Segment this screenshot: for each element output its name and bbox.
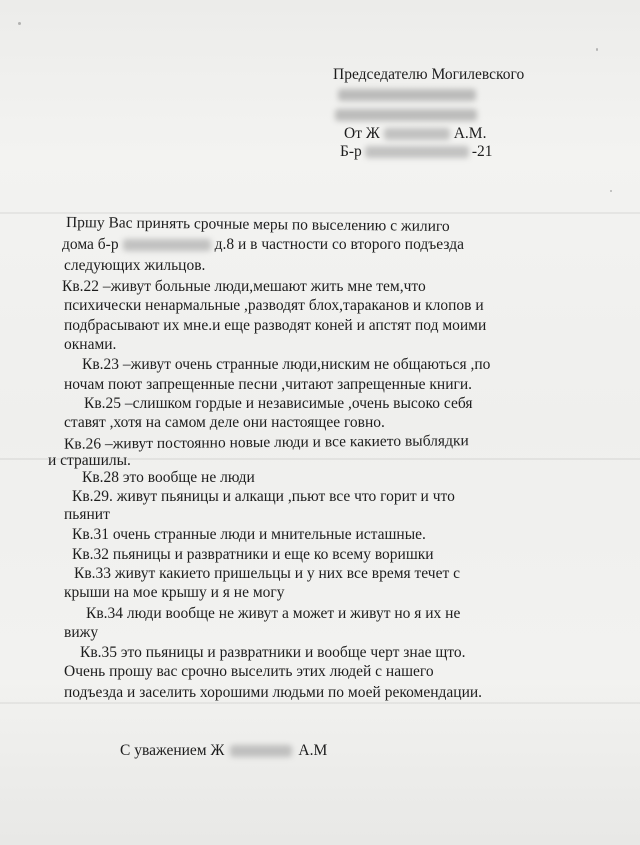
body-line: Очень прошу вас срочно выселить этих людей с нашего (64, 663, 434, 680)
redacted-recipient-2 (335, 106, 477, 124)
paper-speck (596, 48, 598, 51)
body-line: Кв.29. живут пьяницы и алкащи ,пьют все что горит и что (72, 488, 455, 505)
body-line: и страшилы. (48, 452, 131, 469)
body-line: ставят ,хотя на самом деле они настоящее говно. (64, 414, 385, 431)
body-line: Кв.33 живут какието пришельцы и у них все время течет с (74, 565, 461, 582)
body-line: вижу (64, 624, 99, 641)
redacted-surname (384, 128, 450, 140)
body-line: Кв.22 –живут больные люди,мешают жить мне тем,что (62, 278, 426, 295)
recipient-line: Председателю Могилевского (333, 66, 525, 83)
body-line: Пршу Вас принять срочные меры по выселению с жилиго (65, 213, 450, 236)
body-line: психически ненармальные ,разводят блох,тараканов и клопов и (64, 297, 484, 314)
body-line: Кв.31 очень странные люди и мнительные исташные. (72, 526, 426, 543)
body-line: Кв.25 –слишком гордые и независимые ,очень высоко себя (84, 395, 473, 412)
body-line: Кв.23 –живут очень странные люди,ниским не общаються ,по (82, 356, 491, 373)
body-line: подъезда и заселить хорошими людьми по моей рекомендации. (64, 684, 483, 701)
body-line: Кв.35 это пьяницы и развратники и вообще черт знае щто. (80, 644, 466, 661)
signature-line: С уважением Ж А.М (120, 742, 328, 759)
body-line: окнами. (64, 336, 117, 353)
body-line: следующих жильцов. (64, 257, 206, 274)
address-line: Б-р -21 (340, 143, 493, 160)
sender-line: От Ж А.М. (344, 125, 487, 142)
paper-speck (18, 22, 21, 25)
body-line: пьянит (64, 506, 110, 523)
body-line: подбрасывают их мне.и еще разводят коней и апстят под моими (64, 317, 487, 334)
redacted-recipient-1 (338, 86, 476, 104)
redacted-street (365, 146, 469, 158)
body-line: дома б-р д.8 и в частности со второго подъезда (62, 236, 464, 253)
redacted-street (123, 239, 211, 251)
body-line: крыши на мое крышу и я не могу (64, 584, 285, 601)
paper-speck (610, 190, 612, 192)
body-line: ночам поют запрещенные песни ,читают запрещенные книги. (64, 376, 473, 393)
body-line: Кв.26 –живут постоянно новые люди и все какието выблядки (63, 432, 469, 453)
paper-fold (0, 702, 640, 704)
body-line: Кв.28 это вообще не люди (82, 469, 255, 486)
redacted-signature-name (230, 745, 292, 757)
body-line: Кв.32 пьяницы и развратники и еще ко всему воришки (72, 546, 434, 563)
body-line: Кв.34 люди вообще не живут а может и живут но я их не (86, 605, 461, 622)
